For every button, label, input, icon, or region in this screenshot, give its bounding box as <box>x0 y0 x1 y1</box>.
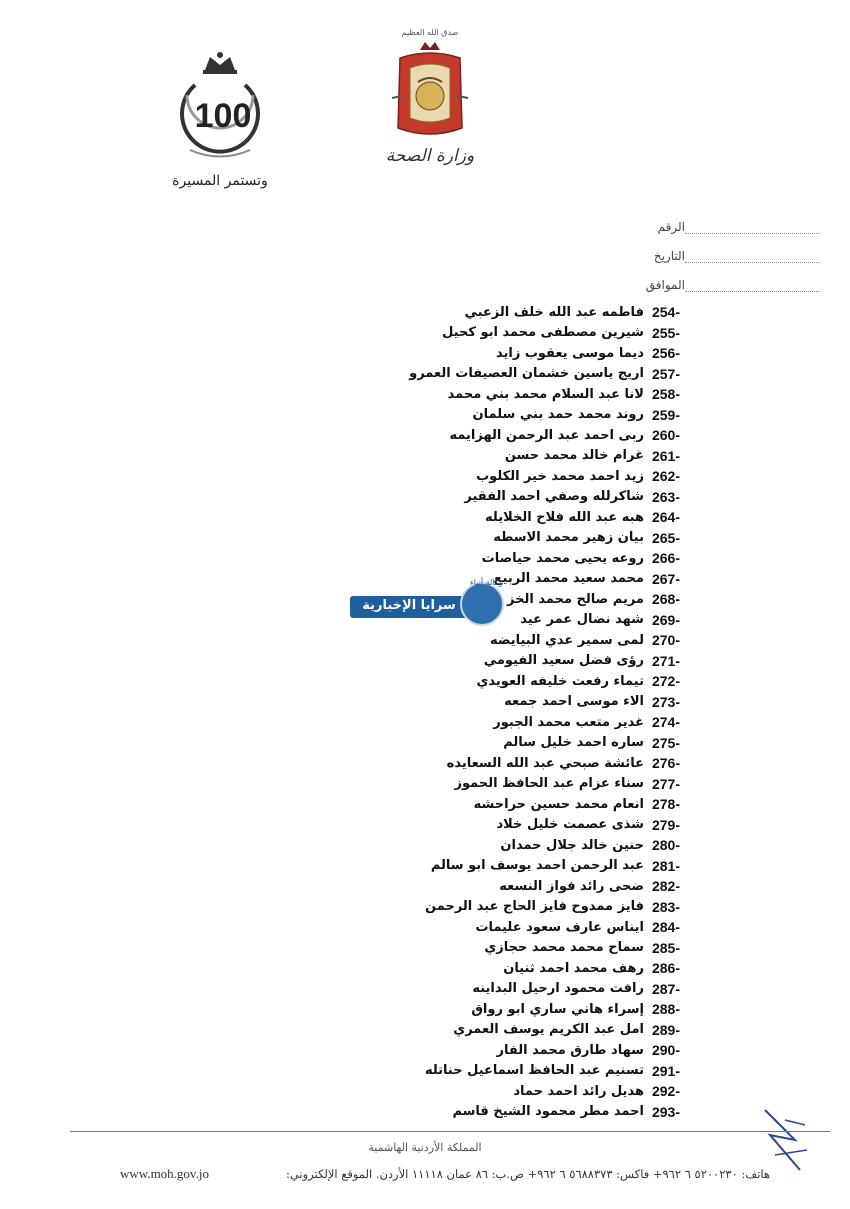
entry-number: 261- <box>651 447 680 464</box>
list-item <box>220 897 680 918</box>
entry-number: 255- <box>651 324 680 341</box>
footer-website: www.moh.gov.jo <box>120 1166 209 1181</box>
entry-number: 278- <box>651 796 680 813</box>
footer-kingdom: المملكة الأردنية الهاشمية <box>368 1141 482 1154</box>
watermark-name: سرايا الإخبارية <box>362 598 456 613</box>
entry-number: 289- <box>651 1021 680 1038</box>
entry-name: حنين خالد جلال حمدان <box>500 837 644 853</box>
entry-number: 260- <box>651 427 680 444</box>
entry-number: 256- <box>651 345 680 362</box>
footer-contact-row <box>120 1166 770 1182</box>
list-item <box>220 856 680 877</box>
entry-name: شهد نضال عمر عيد <box>520 612 644 628</box>
entry-name: مريم صالح محمد الخز <box>507 591 644 607</box>
names-list <box>220 302 680 1122</box>
list-item <box>220 733 680 754</box>
entry-number: 263- <box>651 488 680 505</box>
entry-name: ساره احمد خليل سالم <box>503 735 644 751</box>
ref-date-field <box>630 234 825 263</box>
list-item <box>220 979 680 1000</box>
entry-name: لانا عبد السلام محمد بني محمد <box>447 386 644 402</box>
list-item <box>220 323 680 344</box>
entry-name: روعه يحيى محمد حياصات <box>481 550 644 566</box>
entry-number: 285- <box>651 939 680 956</box>
entry-name: غدير متعب محمد الجبور <box>493 714 644 730</box>
entry-name: تيماء رفعت خليفه العويدي <box>476 673 644 689</box>
entry-name: سهاد طارق محمد الفار <box>496 1042 644 1058</box>
centennial-logo <box>165 45 275 195</box>
ref-number-line <box>685 219 819 234</box>
list-item <box>220 343 680 364</box>
entry-name: هبه عبد الله فلاح الخلايله <box>485 509 644 525</box>
entry-number: 293- <box>651 1103 680 1120</box>
list-item <box>220 548 680 569</box>
entry-name: الاء موسى احمد جمعه <box>504 694 644 710</box>
ref-date-label: التاريخ <box>653 249 685 263</box>
entry-name: محمد سعيد محمد الربيع <box>493 571 644 587</box>
entry-number: 291- <box>651 1062 680 1079</box>
ref-corresponding-label: الموافق <box>645 278 685 292</box>
footer-contact: هاتف: ٥٢٠٠٢٣٠ ٦ ٩٦٢+ فاكس: ٥٦٨٨٣٧٣ ٦ ٩٦٢+ ص.ب: ٨٦ عمان ١١١١٨ الأردن. الموقع الإلكتروني: <box>285 1167 770 1181</box>
entry-name: إسراء هاني ساري ابو رواق <box>471 1001 644 1017</box>
entry-number: 279- <box>651 816 680 833</box>
entry-name: لمى سمير عدي البيايضه <box>490 632 644 648</box>
entry-name: فاطمه عبد الله خلف الزعبي <box>464 304 644 320</box>
list-item <box>220 671 680 692</box>
list-item <box>220 876 680 897</box>
entry-number: 275- <box>651 734 680 751</box>
list-item <box>220 630 680 651</box>
entry-number: 272- <box>651 673 680 690</box>
centennial-slogan: وتستمر المسيرة <box>172 173 268 189</box>
entry-number: 292- <box>651 1083 680 1100</box>
list-item <box>220 712 680 733</box>
entry-number: 286- <box>651 960 680 977</box>
entry-name: انعام محمد حسين حراحشه <box>473 796 644 812</box>
entry-number: 254- <box>651 304 680 321</box>
entry-name: عبد الرحمن احمد يوسف ابو سالم <box>430 858 644 874</box>
entry-name: رؤى فضل سعيد الفيومي <box>483 653 644 669</box>
entry-name: احمد مطر محمود الشيخ قاسم <box>452 1104 644 1120</box>
entry-name: زيد احمد محمد خير الكلوب <box>476 468 644 484</box>
list-item <box>220 999 680 1020</box>
ref-number-label: الرقم <box>657 220 685 234</box>
entry-name: شاكرلله وصفي احمد الفقير <box>464 489 644 505</box>
list-item <box>220 1081 680 1102</box>
centennial-number: 100 <box>194 97 252 135</box>
entry-number: 282- <box>651 878 680 895</box>
entry-number: 264- <box>651 509 680 526</box>
entry-name: ضحى رائد فواز النسعه <box>499 878 644 894</box>
ministry-name: وزارة الصحة <box>385 146 475 166</box>
list-item <box>220 1061 680 1082</box>
footer-divider <box>70 1131 830 1132</box>
entry-number: 269- <box>651 611 680 628</box>
list-item <box>220 425 680 446</box>
list-item <box>220 487 680 508</box>
coat-of-arms-icon <box>380 38 480 148</box>
ref-number-field <box>630 205 825 234</box>
entry-number: 270- <box>651 632 680 649</box>
emblem-motto: صدق الله العظيم <box>401 28 459 37</box>
entry-name: رهف محمد احمد ثنيان <box>503 960 644 976</box>
list-item <box>220 302 680 323</box>
entry-number: 288- <box>651 1001 680 1018</box>
entry-number: 259- <box>651 406 680 423</box>
entry-number: 277- <box>651 775 680 792</box>
entry-number: 257- <box>651 365 680 382</box>
list-item <box>220 651 680 672</box>
list-item <box>220 507 680 528</box>
entry-number: 266- <box>651 550 680 567</box>
entry-number: 265- <box>651 529 680 546</box>
entry-number: 262- <box>651 468 680 485</box>
list-item <box>220 1020 680 1041</box>
entry-number: 274- <box>651 714 680 731</box>
entry-name: سماح محمد محمد حجازي <box>484 940 644 956</box>
list-item <box>220 794 680 815</box>
entry-name: روند محمد حمد بني سلمان <box>472 407 644 423</box>
entry-number: 258- <box>651 386 680 403</box>
entry-name: ايناس عارف سعود عليمات <box>475 919 644 935</box>
list-item <box>220 405 680 426</box>
entry-number: 287- <box>651 980 680 997</box>
list-item <box>220 1040 680 1061</box>
entry-number: 271- <box>651 652 680 669</box>
entry-name: ربى احمد عبد الرحمن الهزايمه <box>449 427 644 443</box>
entry-number: 273- <box>651 693 680 710</box>
entry-number: 284- <box>651 919 680 936</box>
watermark-logo-icon <box>460 582 504 626</box>
reference-fields <box>630 205 825 292</box>
list-item <box>220 466 680 487</box>
entry-number: 276- <box>651 755 680 772</box>
entry-number: 280- <box>651 837 680 854</box>
entry-name: غرام خالد محمد حسن <box>504 448 644 464</box>
list-item <box>220 446 680 467</box>
entry-name: شيرين مصطفى محمد ابو كحيل <box>442 325 644 341</box>
entry-name: ديما موسى يعقوب زايد <box>495 345 644 361</box>
list-item <box>220 815 680 836</box>
entry-name: رافت محمود ارحيل البداينه <box>472 981 644 997</box>
entry-number: 268- <box>651 591 680 608</box>
ref-corresponding-line <box>685 277 819 292</box>
entry-number: 290- <box>651 1042 680 1059</box>
entry-name: سناء عزام عبد الحافظ الحموز <box>454 776 644 792</box>
list-item <box>220 958 680 979</box>
entry-number: 267- <box>651 570 680 587</box>
entry-name: تسنيم عبد الحافظ اسماعيل حناتله <box>424 1063 644 1079</box>
list-item <box>220 364 680 385</box>
entry-name: امل عبد الكريم يوسف العمري <box>453 1022 644 1038</box>
list-item <box>220 384 680 405</box>
entry-number: 281- <box>651 857 680 874</box>
entry-name: اريج ياسين خشمان العصيفات العمرو <box>409 366 644 382</box>
entry-name: هديل رائد احمد حماد <box>513 1083 644 1099</box>
list-item <box>220 938 680 959</box>
news-watermark <box>350 578 510 622</box>
list-item <box>220 753 680 774</box>
entry-name: شذى عصمت خليل خلاد <box>496 817 644 833</box>
entry-number: 283- <box>651 898 680 915</box>
entry-name: بيان زهير محمد الاسطه <box>493 530 644 546</box>
ref-date-line <box>685 248 819 263</box>
list-item <box>220 528 680 549</box>
list-item <box>220 835 680 856</box>
list-item <box>220 917 680 938</box>
list-item <box>220 692 680 713</box>
list-item <box>220 1102 680 1123</box>
entry-name: فايز ممدوح فايز الحاج عبد الرحمن <box>425 899 644 915</box>
list-item <box>220 774 680 795</box>
entry-name: عائشة صبحي عبد الله السعايده <box>446 755 644 771</box>
watermark-agency: وكالة أنباء <box>470 578 503 587</box>
ref-corresponding-field <box>630 263 825 292</box>
ministry-emblem <box>380 28 480 178</box>
